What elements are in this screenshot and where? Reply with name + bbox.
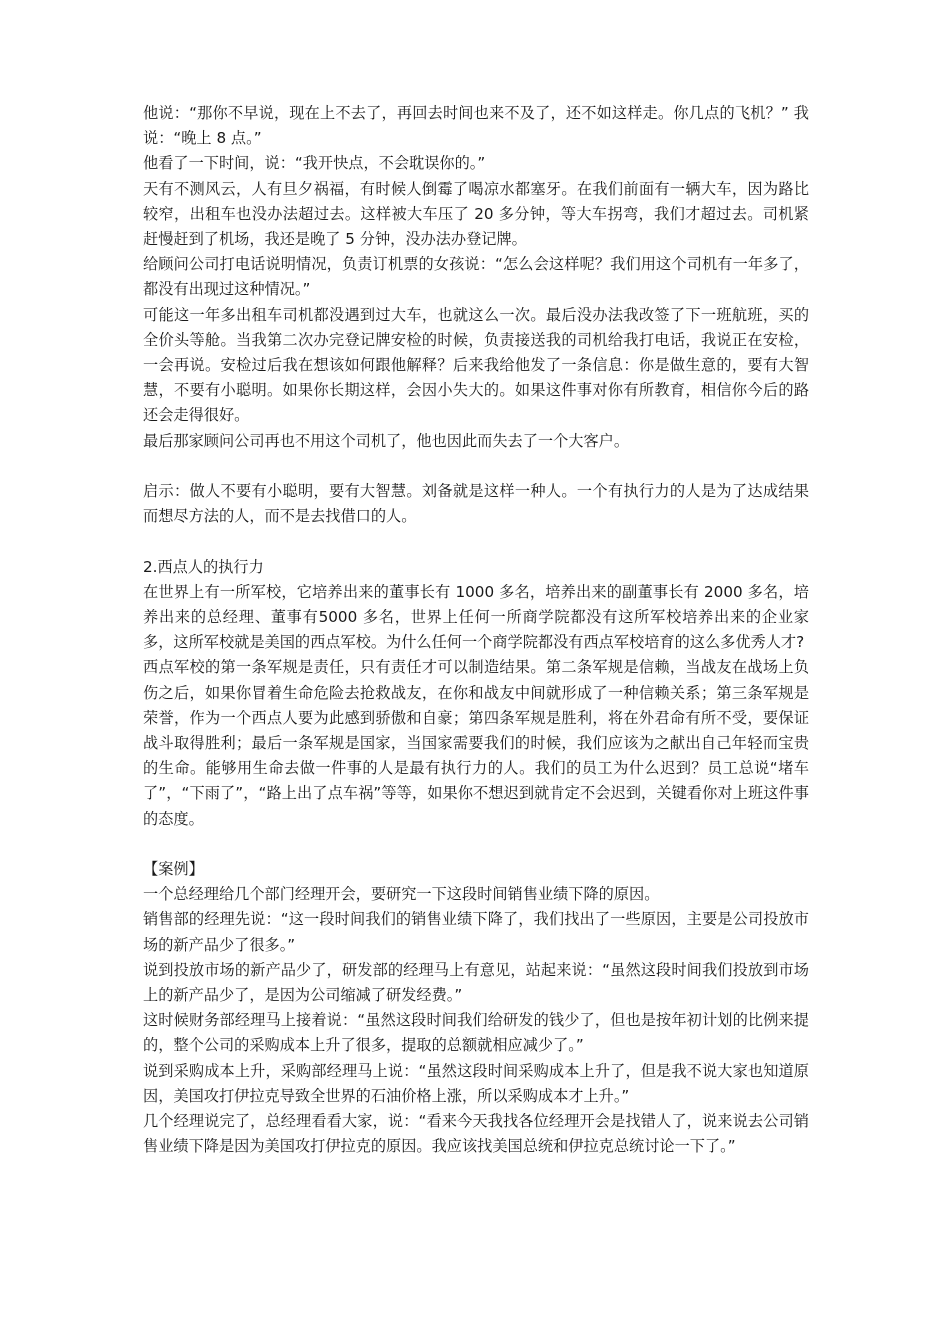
paragraph: 他看了一下时间，说：“我开快点，不会耽误你的。” <box>143 154 486 173</box>
blank-line <box>143 529 809 554</box>
paragraph: 说到采购成本上升，采购部经理马上说：“虽然这段时间采购成本上升了，但是我不说大家也知道原因，美国攻打伊拉克导致全世界的石油价格上涨，所以采购成本才上升。” <box>143 1061 809 1105</box>
paragraph: 天有不测风云，人有旦夕祸福，有时候人倒霉了喝凉水都塞牙。在我们前面有一辆大车，因为路比较窄，出租车也没办法超过去。这样被大车压了 20 多分钟，等大车拐弯，我们才超过去。司机紧赶慢赶到了机场，我还是晚了 5 分钟，没办法办登记牌。 <box>143 179 809 249</box>
paragraph: 一个总经理给几个部门经理开会，要研究一下这段时间销售业绩下降的原因。 <box>143 885 660 904</box>
case-heading: 【案例】 <box>143 860 204 879</box>
blank-line <box>143 832 809 857</box>
paragraph: 几个经理说完了，总经理看看大家，说：“看来今天我找各位经理开会是找错人了，说来说去公司销售业绩下降是因为美国攻打伊拉克的原因。我应该找美国总统和伊拉克总统讨论一下了。” <box>143 1112 809 1156</box>
paragraph: 可能这一年多出租车司机都没遇到过大车，也就这么一次。最后没办法我改签了下一班航班，买的全价头等舱。当我第二次办完登记牌安检的时候，负责接送我的司机给我打电话，我说正在安检，一会再说。安检过后我在想该如何跟他解释？后来我给他发了一条信息：你是做生意的，要有大智慧，不要有小聪明。如果你长期这样，会因小失大的。如果这件事对你有所教育，相信你今后的路还会走得很好。 <box>143 305 809 425</box>
section-heading: 2.西点人的执行力 <box>143 557 264 576</box>
blank-line <box>143 454 809 479</box>
document-page <box>143 101 809 1159</box>
paragraph: 最后那家顾问公司再也不用这个司机了，他也因此而失去了一个大客户。 <box>143 431 629 450</box>
paragraph: 给顾问公司打电话说明情况，负责订机票的女孩说：“怎么会这样呢？我们用这个司机有一年多了，都没有出现过这种情况。” <box>143 255 809 299</box>
insight-paragraph: 启示：做人不要有小聪明，要有大智慧。刘备就是这样一种人。一个有执行力的人是为了达成结果而想尽方法的人，而不是去找借口的人。 <box>143 482 809 526</box>
paragraph: 在世界上有一所军校，它培养出来的董事长有 1000 多名，培养出来的副董事长有 2000 多名，培养出来的总经理、董事有5000 多名，世界上任何一所商学院都没有这所军校培养出来的企业家多，这所军校就是美国的西点军校。为什么任何一个商学院都没有西点军校培育的这么多优秀人才? <box>143 582 809 652</box>
paragraph: 他说：“那你不早说，现在上不去了，再回去时间也来不及了，还不如这样走。你几点的飞机？” 我说：“晚上 8 点。” <box>143 104 809 148</box>
paragraph: 西点军校的第一条军规是责任，只有责任才可以制造结果。第二条军规是信赖，当战友在战场上负伤之后，如果你冒着生命危险去抢救战友，在你和战友中间就形成了一种信赖关系；第三条军规是荣誉，作为一个西点人要为此感到骄傲和自豪；第四条军规是胜利，将在外君命有所不受，要保证战斗取得胜利；最后一条军规是国家，当国家需要我们的时候，我们应该为之献出自己年轻而宝贵的生命。能够用生命去做一件事的人是最有执行力的人。我们的员工为什么迟到？员工总说“堵车了”，“下雨了”，“路上出了点车祸”等等，如果你不想迟到就肯定不会迟到，关键看你对上班这件事的态度。 <box>143 658 809 828</box>
paragraph: 说到投放市场的新产品少了，研发部的经理马上有意见，站起来说：“虽然这段时间我们投放到市场上的新产品少了，是因为公司缩减了研发经费。” <box>143 960 809 1005</box>
paragraph: 这时候财务部经理马上接着说：“虽然这段时间我们给研发的钱少了，但也是按年初计划的比例来提的，整个公司的采购成本上升了很多，提取的总额就相应减少了。” <box>143 1011 809 1055</box>
paragraph: 销售部的经理先说：“这一段时间我们的销售业绩下降了，我们找出了一些原因，主要是公司投放市场的新产品少了很多。” <box>143 910 809 954</box>
